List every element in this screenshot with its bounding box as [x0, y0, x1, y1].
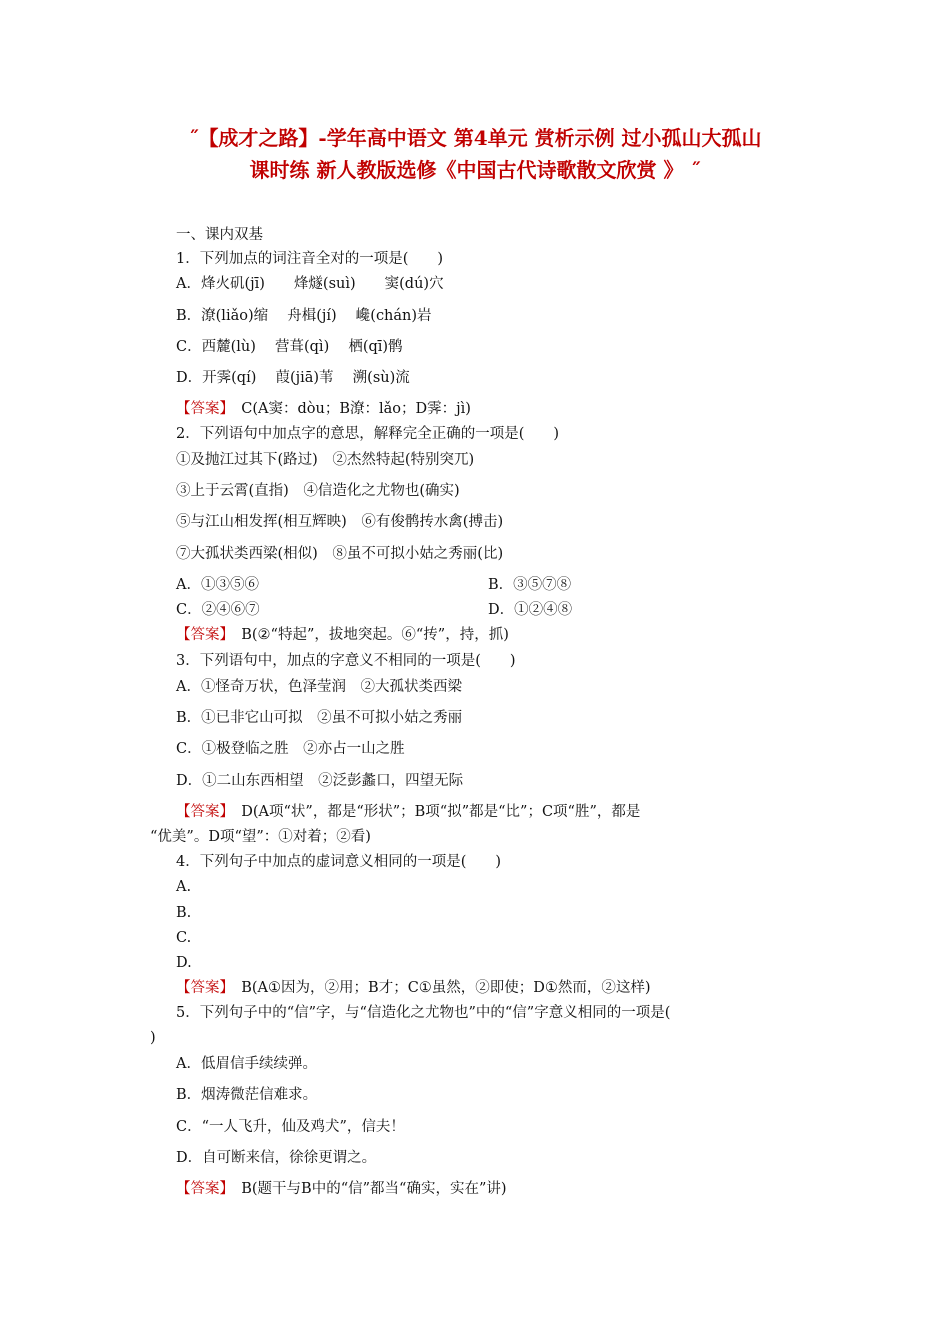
q4-answer — [176, 979, 651, 997]
answer-tag: 【答案】 — [176, 980, 227, 996]
q3-option-c: C．①极登临之胜 ②亦占一山之胜 — [176, 741, 405, 757]
q4-option-b: B. — [176, 905, 192, 921]
q4-option-a: A. — [176, 879, 192, 895]
q4-option-c: C. — [176, 930, 192, 946]
q2-stem: 2．下列语句中加点字的意思，解释完全正确的一项是( ) — [176, 426, 560, 442]
q5-answer-text: B(题干与B中的“信”都当“确实，实在”讲) — [226, 1181, 507, 1197]
q3-option-d: D．①二山东西相望 ②泛彭蠡口，四望无际 — [176, 773, 464, 789]
q5-option-a: A．低眉信手续续弹。 — [176, 1056, 317, 1072]
q2-line-3: ⑤与江山相发挥(相互辉映) ⑥有俊鹘抟水禽(搏击) — [176, 514, 504, 530]
q3-stem: 3．下列语句中，加点的字意义不相同的一项是( ) — [176, 653, 516, 669]
q1-option-d: D．开霁(qí) 葭(jiā)苇 溯(sù)流 — [176, 370, 410, 386]
q1-answer-text: C(A窦：dòu；B潦：lǎo；D霁：jì) — [226, 401, 471, 417]
q4-option-d: D. — [176, 955, 192, 971]
q1-option-c: C．西麓(lù) 营葺(qì) 栖(qī)鹘 — [176, 339, 403, 355]
q4-answer-text: B(A①因为，②用；B才；C①虽然，②即使；D①然而，②这样) — [226, 980, 651, 996]
q2-option-a: A．①③⑤⑥ — [176, 577, 259, 593]
q5-option-b: B．烟涛微茫信难求。 — [176, 1087, 318, 1103]
section-heading: 一、课内双基 — [176, 227, 263, 243]
q5-answer — [176, 1180, 507, 1198]
q2-option-c: C．②④⑥⑦ — [176, 602, 260, 618]
q2-answer — [176, 626, 509, 644]
q4-stem: 4．下列句子中加点的虚词意义相同的一项是( ) — [176, 854, 502, 870]
q5-stem: 5．下列句子中的“信”字，与“信造化之尤物也”中的“信”字意义相同的一项是( — [176, 1005, 671, 1021]
q1-answer — [176, 400, 471, 418]
q2-line-2: ③上于云霄(直指) ④信造化之尤物也(确实) — [176, 483, 460, 499]
q5-option-c: C．“一人飞升，仙及鸡犬”，信夫！ — [176, 1119, 405, 1135]
q3-answer-cont: “优美”。D项“望”：①对着；②看) — [150, 829, 371, 845]
q3-answer — [176, 803, 640, 821]
q3-answer-text: D(A项“状”，都是“形状”；B项“拟”都是“比”；C项“胜”，都是 — [226, 804, 641, 820]
q5-stem-cont: ) — [150, 1030, 156, 1046]
q2-option-b: B．③⑤⑦⑧ — [488, 577, 572, 593]
q2-line-4: ⑦大孤状类西梁(相似) ⑧虽不可拟小姑之秀丽(比) — [176, 546, 504, 562]
q5-option-d: D．自可断来信，徐徐更谓之。 — [176, 1150, 377, 1166]
q2-line-1: ①及抛江过其下(路过) ②杰然特起(特别突兀) — [176, 452, 475, 468]
q3-option-a: A．①怪奇万状，色泽莹润 ②大孤状类西梁 — [176, 679, 462, 695]
title-line-1: ˝【成才之路】-学年高中语文 第4单元 赏析示例 过小孤山大孤山 — [188, 126, 762, 150]
q2-answer-text: B(②“特起”，拔地突起。⑥“抟”，持，抓) — [226, 627, 509, 643]
q2-option-d: D．①②④⑧ — [488, 602, 573, 618]
title-line-2: 课时练 新人教版选修《中国古代诗歌散文欣赏 》 ˝ — [249, 158, 701, 182]
q1-option-a: A．烽火矶(jī) 烽燧(suì) 窦(dú)穴 — [176, 276, 444, 292]
q1-option-b: B．潦(liǎo)缩 舟楫(jí) 巉(chán)岩 — [176, 308, 432, 324]
answer-tag: 【答案】 — [176, 627, 227, 643]
q1-stem: 1．下列加点的词注音全对的一项是( ) — [176, 251, 444, 267]
answer-tag: 【答案】 — [176, 401, 227, 417]
answer-tag: 【答案】 — [176, 804, 227, 820]
q3-option-b: B．①已非它山可拟 ②虽不可拟小姑之秀丽 — [176, 710, 463, 726]
answer-tag: 【答案】 — [176, 1181, 227, 1197]
